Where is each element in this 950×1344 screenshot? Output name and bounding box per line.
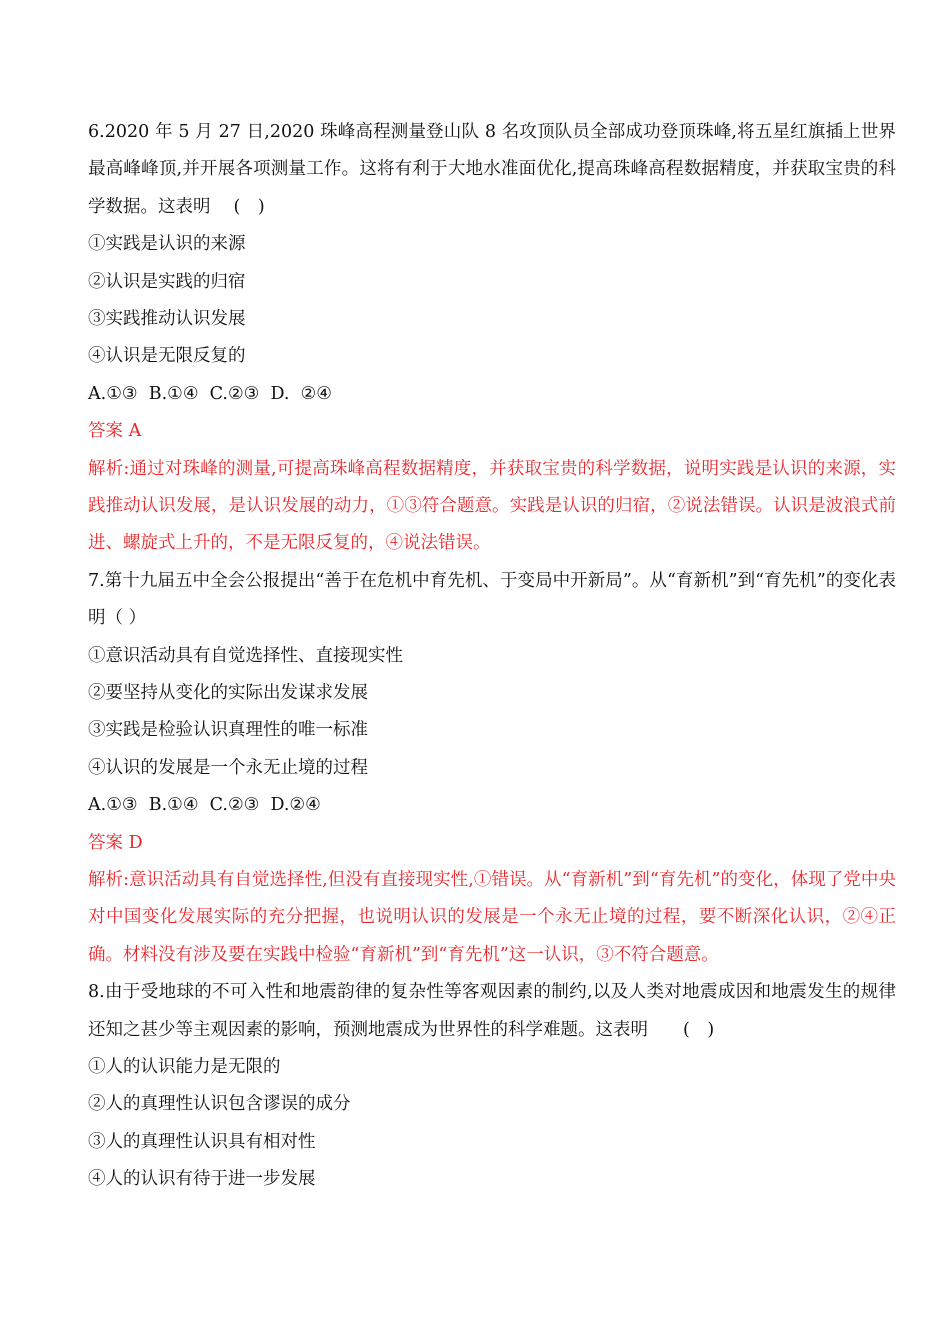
question-7 [88,563,896,974]
option-2: ②人的真理性认识包含谬误的成分 [88,1094,351,1115]
option-1: ①实践是认识的来源 [88,234,246,255]
document-page [88,114,896,1199]
option-3: ③人的真理性认识具有相对性 [88,1131,316,1152]
option-3: ③实践推动认识发展 [88,309,246,329]
answer-choices: A.①③ B.①④ C.②③ D.②④ [88,795,321,816]
answer-analysis: 解析:通过对珠峰的测量,可提高珠峰高程数据精度，并获取宝贵的科学数据，说明实践是认识的来源，实践推动认识发展，是认识发展的动力，①③符合题意。实践是认识的归宿，②说法错误。认识是波浪式前进、螺旋式上升的，不是无限反复的，④说法错误。 [88,458,896,554]
answer-key: 答案 A [88,421,142,442]
option-4: ④认识是无限反复的 [88,346,246,367]
question-stem: 6.2020 年 5 月 27 日,2020 珠峰高程测量登山队 8 名攻顶队员全部成功登顶珠峰,将五星红旗插上世界最高峰峰顶,并开展各项测量工作。这将有利于大地水准面优化,提高珠峰高程数据精度，并获取宝贵的科学数据。这表明 ( ) [88,122,896,217]
question-stem: 8.由于受地球的不可入性和地震韵律的复杂性等客观因素的制约,以及人类对地震成因和地震发生的规律还知之甚少等主观因素的影响，预测地震成为世界性的科学难题。这表明 ( ) [88,982,896,1040]
option-2: ②要坚持从变化的实际出发谋求发展 [88,682,368,703]
option-3: ③实践是检验认识真理性的唯一标准 [88,720,368,741]
option-4: ④人的认识有待于进一步发展 [88,1169,316,1190]
option-2: ②认识是实践的归宿 [88,271,246,292]
question-6 [88,114,896,563]
answer-key: 答案 D [88,832,143,853]
answer-choices: A.①③ B.①④ C.②③ D. ②④ [88,383,332,404]
option-4: ④认识的发展是一个永无止境的过程 [88,757,368,778]
question-8 [88,974,896,1198]
answer-analysis: 解析:意识活动具有自觉选择性,但没有直接现实性,①错误。从“育新机”到“育先机”的变化，体现了党中央对中国变化发展实际的充分把握，也说明认识的发展是一个永无止境的过程，要不断深化认识，②④正确。材料没有涉及要在实践中检验“育新机”到“育先机”这一认识，③不符合题意。 [88,869,896,965]
question-stem: 7.第十九届五中全会公报提出“善于在危机中育先机、于变局中开新局”。从“育新机”到“育先机”的变化表明（ ） [88,570,896,629]
option-1: ①意识活动具有自觉选择性、直接现实性 [88,645,403,666]
option-1: ①人的认识能力是无限的 [88,1056,281,1077]
